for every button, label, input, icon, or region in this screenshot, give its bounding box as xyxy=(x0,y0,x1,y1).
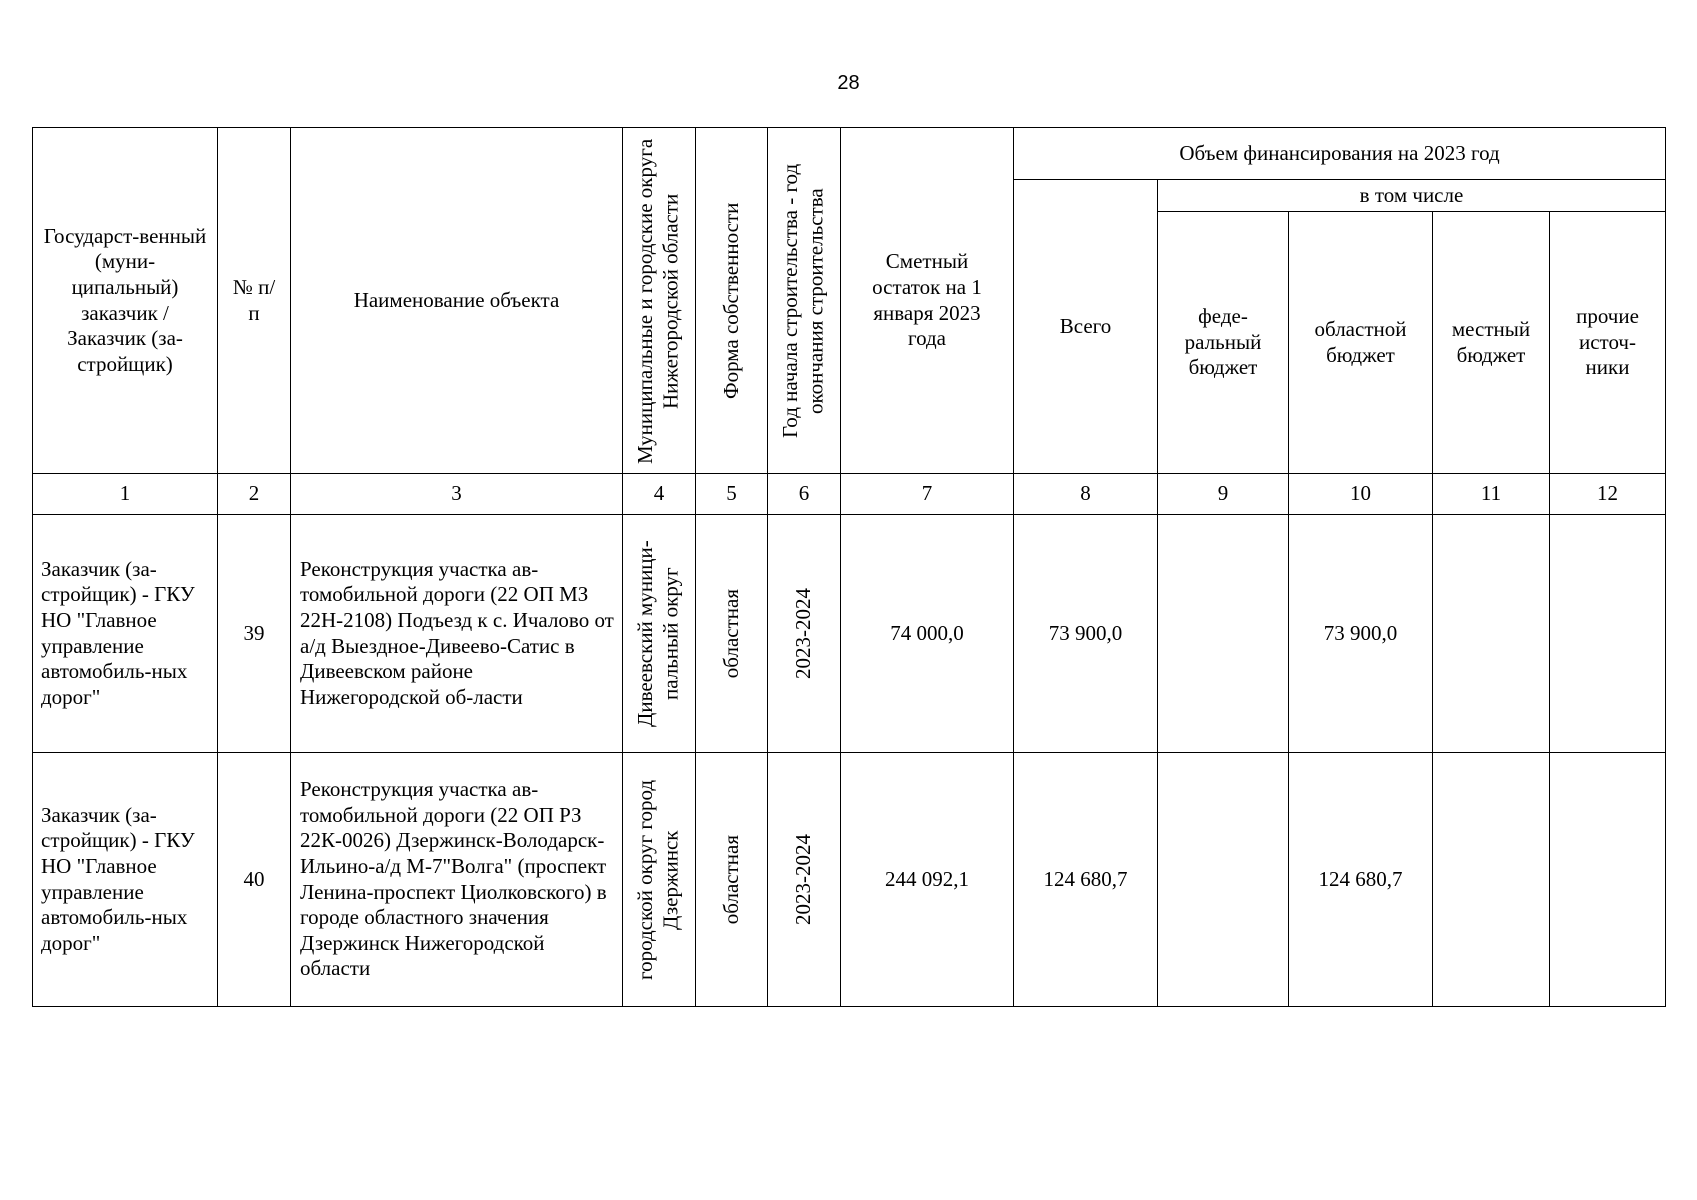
cell-total: 73 900,0 xyxy=(1014,515,1158,753)
header-total: Всего xyxy=(1014,180,1158,474)
column-number: 9 xyxy=(1158,474,1289,515)
cell-local xyxy=(1433,515,1550,753)
header-object-name: Наименование объекта xyxy=(291,128,623,474)
cell-estimated-balance: 74 000,0 xyxy=(841,515,1014,753)
header-customer: Государст-венный (муни-ципальный) заказчик / Заказчик (за-стройщик) xyxy=(33,128,218,474)
column-number: 11 xyxy=(1433,474,1550,515)
cell-other xyxy=(1550,515,1666,753)
column-number: 1 xyxy=(33,474,218,515)
header-other: прочие источ-ники xyxy=(1550,212,1666,474)
header-federal: феде-ральный бюджет xyxy=(1158,212,1289,474)
cell-municipality: городской округ город Дзержинск xyxy=(623,753,696,1007)
page-number: 28 xyxy=(837,72,860,94)
cell-municipality: Дивеевский муници-пальный округ xyxy=(623,515,696,753)
cell-estimated-balance: 244 092,1 xyxy=(841,753,1014,1007)
column-number: 4 xyxy=(623,474,696,515)
cell-other xyxy=(1550,753,1666,1007)
cell-ownership: областная xyxy=(696,753,768,1007)
header-number: № п/п xyxy=(218,128,291,474)
cell-years: 2023-2024 xyxy=(768,753,841,1007)
header-regional: областной бюджет xyxy=(1289,212,1433,474)
cell-ownership: областная xyxy=(696,515,768,753)
cell-regional: 124 680,7 xyxy=(1289,753,1433,1007)
cell-object-name: Реконструкция участка ав-томобильной дороги (22 ОП РЗ 22К-0026) Дзержинск-Володарск-Ильино-а/д М-7"Волга" (проспект Ленина-проспект Циолковского) в городе областного значения Дзержинск Нижегородской области xyxy=(291,753,623,1007)
column-number: 10 xyxy=(1289,474,1433,515)
cell-regional: 73 900,0 xyxy=(1289,515,1433,753)
header-ownership: Форма собственности xyxy=(696,128,768,474)
cell-customer: Заказчик (за-стройщик) - ГКУ НО "Главное управление автомобиль-ных дорог" xyxy=(33,753,218,1007)
cell-object-name: Реконструкция участка ав-томобильной дороги (22 ОП МЗ 22Н-2108) Подъезд к с. Ичалово от а/д Выездное-Дивеево-Сатис в Дивеевском районе Нижегородской об-ласти xyxy=(291,515,623,753)
cell-federal xyxy=(1158,753,1289,1007)
cell-local xyxy=(1433,753,1550,1007)
table-row xyxy=(33,515,1666,753)
header-estimated-balance: Сметный остаток на 1 января 2023 года xyxy=(841,128,1014,474)
column-number: 5 xyxy=(696,474,768,515)
header-municipality: Муниципальные и городские округа Нижегородской области xyxy=(623,128,696,474)
column-number: 6 xyxy=(768,474,841,515)
financing-table xyxy=(32,127,1666,1007)
header-including: в том числе xyxy=(1158,180,1666,212)
header-years: Год начала строительства - год окончания строительства xyxy=(768,128,841,474)
column-number: 12 xyxy=(1550,474,1666,515)
column-number: 7 xyxy=(841,474,1014,515)
header-financing: Объем финансирования на 2023 год xyxy=(1014,128,1666,180)
column-number: 8 xyxy=(1014,474,1158,515)
cell-total: 124 680,7 xyxy=(1014,753,1158,1007)
column-number: 3 xyxy=(291,474,623,515)
column-number-row xyxy=(33,474,1666,515)
table-row xyxy=(33,753,1666,1007)
column-number: 2 xyxy=(218,474,291,515)
header-local: местный бюджет xyxy=(1433,212,1550,474)
cell-customer: Заказчик (за-стройщик) - ГКУ НО "Главное управление автомобиль-ных дорог" xyxy=(33,515,218,753)
cell-federal xyxy=(1158,515,1289,753)
cell-number: 39 xyxy=(218,515,291,753)
cell-years: 2023-2024 xyxy=(768,515,841,753)
cell-number: 40 xyxy=(218,753,291,1007)
